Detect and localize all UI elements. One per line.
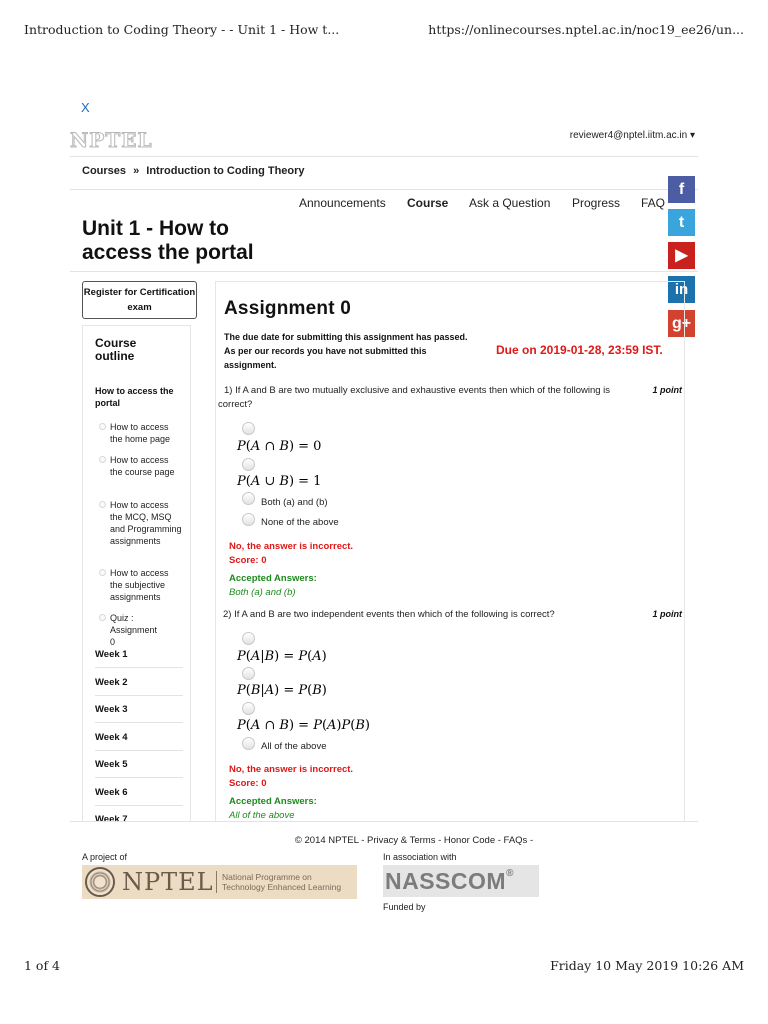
question-2-text: 2) If A and B are two independent events then which of the following is correct? xyxy=(223,609,555,620)
tab-ask-a-question[interactable]: Ask a Question xyxy=(469,196,551,210)
sidebar-item-mcq-assignments[interactable] xyxy=(99,499,183,547)
footer-links[interactable]: © 2014 NPTEL - Privacy & Terms - Honor Code - FAQs - xyxy=(294,835,534,846)
q2-score: Score: 0 xyxy=(229,778,267,789)
print-datetime: Friday 10 May 2019 10:26 AM xyxy=(550,958,744,973)
sidebar-section-portal[interactable]: How to access the portal xyxy=(95,386,174,408)
header-divider xyxy=(70,156,698,157)
register-certification-button[interactable]: Register for Certification exam xyxy=(82,281,197,319)
q2-option-d-label: All of the above xyxy=(261,741,327,752)
sidebar-item-home-page[interactable] xyxy=(99,421,183,445)
unvisited-dot-icon xyxy=(99,614,106,621)
question-2-points: 1 point xyxy=(652,609,682,619)
print-page-url: https://onlinecourses.nptel.ac.in/noc19_ee26/un... xyxy=(428,22,744,37)
q2-option-c-radio[interactable] xyxy=(242,702,255,715)
nasscom-logo[interactable] xyxy=(383,865,539,897)
q1-score: Score: 0 xyxy=(229,555,267,566)
q1-option-a-radio[interactable] xyxy=(242,422,255,435)
sidebar-item-quiz-assignment-0[interactable] xyxy=(99,612,183,648)
notice-line-2: As per our records you have not submitted this assignment. xyxy=(224,346,427,370)
nptel-tagline-line-2: Technology Enhanced Learning xyxy=(222,882,342,892)
funded-by-label: Funded by xyxy=(383,902,426,912)
twitter-icon[interactable]: t xyxy=(668,209,695,236)
google-plus-icon[interactable]: g+ xyxy=(668,310,695,337)
nptel-tagline-line-1: National Programme on xyxy=(222,872,312,882)
sidebar-week-4[interactable]: Week 4 xyxy=(95,732,183,751)
sidebar-item-course-page[interactable] xyxy=(99,454,183,478)
facebook-icon[interactable]: f xyxy=(668,176,695,203)
q2-verdict: No, the answer is incorrect. xyxy=(229,764,354,775)
nasscom-wordmark xyxy=(385,868,514,895)
question-1-text: 1) If A and B are two mutually exclusive and exhaustive events then which of the following is correct? xyxy=(218,385,611,410)
nptel-banner-logo[interactable] xyxy=(82,865,357,899)
unvisited-dot-icon xyxy=(99,456,106,463)
sidebar-item-label: Quiz : Assignment 0 xyxy=(110,613,158,647)
user-account-menu[interactable]: reviewer4@nptel.iitm.ac.in ▾ xyxy=(569,130,695,141)
q2-option-a-radio[interactable] xyxy=(242,632,255,645)
sidebar-item-label: How to access the course page xyxy=(110,455,175,477)
sidebar-item-label: How to access the subjective assignments xyxy=(110,568,169,602)
sidebar-item-subjective-assignments[interactable] xyxy=(99,567,183,603)
assignment-title: Assignment 0 xyxy=(224,298,351,319)
nasscom-wordmark-text: NASSCOM xyxy=(385,868,507,894)
assignment-panel xyxy=(215,281,685,821)
q1-option-c-label: Both (a) and (b) xyxy=(261,497,328,508)
q1-verdict: No, the answer is incorrect. xyxy=(229,541,354,552)
footer-divider xyxy=(70,821,698,822)
q2-option-a-label: P(A|B) = P(A) xyxy=(237,649,327,664)
tab-course[interactable]: Course xyxy=(407,196,449,210)
q1-option-d-radio[interactable] xyxy=(242,513,255,526)
tab-faq[interactable]: FAQ xyxy=(641,196,666,210)
q1-option-b-radio[interactable] xyxy=(242,458,255,471)
print-footer xyxy=(24,958,744,974)
q1-option-b-label: P(A ∪ B) = 1 xyxy=(237,474,322,489)
q2-option-c-label: P(A ∩ B) = P(A)P(B) xyxy=(237,718,370,733)
q2-option-d-radio[interactable] xyxy=(242,737,255,750)
youtube-icon[interactable]: ▶ xyxy=(668,242,695,269)
unvisited-dot-icon xyxy=(99,423,106,430)
course-outline-heading: Course outline xyxy=(95,336,137,363)
q2-accepted-answer: All of the above xyxy=(229,810,295,821)
q1-option-c-radio[interactable] xyxy=(242,492,255,505)
association-label: In association with xyxy=(383,852,457,862)
print-page-number: 1 of 4 xyxy=(24,958,61,973)
due-date: Due on 2019-01-28, 23:59 IST. xyxy=(496,343,663,357)
sidebar-item-label: How to access the home page xyxy=(110,422,171,444)
q1-accepted-answer: Both (a) and (b) xyxy=(229,587,296,598)
nptel-seal-icon xyxy=(85,867,115,897)
q1-accepted-label: Accepted Answers: xyxy=(229,573,317,584)
q1-option-a-label: P(A ∩ B) = 0 xyxy=(237,439,322,454)
title-divider xyxy=(70,271,698,272)
project-of-label: A project of xyxy=(82,852,128,862)
breadcrumb-courses-link[interactable]: Courses xyxy=(82,165,127,177)
unvisited-dot-icon xyxy=(99,569,106,576)
unvisited-dot-icon xyxy=(99,501,106,508)
tab-announcements[interactable]: Announcements xyxy=(299,196,386,210)
nptel-banner-wordmark: NPTEL xyxy=(122,868,214,896)
breadcrumb xyxy=(82,165,309,177)
print-page-title: Introduction to Coding Theory - - Unit 1 - How t... xyxy=(24,22,340,37)
sidebar-item-label: How to access the MCQ, MSQ and Programming assignments xyxy=(110,500,182,546)
sidebar-week-5[interactable]: Week 5 xyxy=(95,759,183,778)
sidebar-week-7[interactable]: Week 7 xyxy=(95,814,128,821)
sidebar-week-2[interactable]: Week 2 xyxy=(95,677,183,696)
print-header xyxy=(24,22,744,38)
submission-notice xyxy=(224,330,484,372)
question-1-points: 1 point xyxy=(652,385,682,395)
sidebar-week-1[interactable]: Week 1 xyxy=(95,649,183,668)
notice-line-1: The due date for submitting this assignment has passed. xyxy=(224,332,468,342)
tab-progress[interactable]: Progress xyxy=(572,196,621,210)
nptel-logo[interactable]: NPTEL xyxy=(70,128,153,152)
page-title: Unit 1 - How to access the portal xyxy=(82,217,254,264)
q2-option-b-radio[interactable] xyxy=(242,667,255,680)
course-outline-sidebar xyxy=(82,325,191,821)
q2-option-b-label: P(B|A) = P(B) xyxy=(237,683,327,698)
nptel-banner-divider xyxy=(216,871,217,893)
registered-mark: ® xyxy=(506,868,514,879)
q2-accepted-label: Accepted Answers: xyxy=(229,796,317,807)
breadcrumb-course-link[interactable]: Introduction to Coding Theory xyxy=(146,165,305,177)
q1-option-d-label: None of the above xyxy=(261,517,339,528)
sidebar-week-6[interactable]: Week 6 xyxy=(95,787,183,806)
breadcrumb-separator: » xyxy=(133,165,140,177)
nptel-banner-tagline xyxy=(222,872,341,892)
sidebar-week-3[interactable]: Week 3 xyxy=(95,704,183,723)
close-link[interactable]: X xyxy=(81,100,90,115)
linkedin-icon[interactable]: in xyxy=(668,276,695,303)
breadcrumb-divider xyxy=(70,189,698,190)
